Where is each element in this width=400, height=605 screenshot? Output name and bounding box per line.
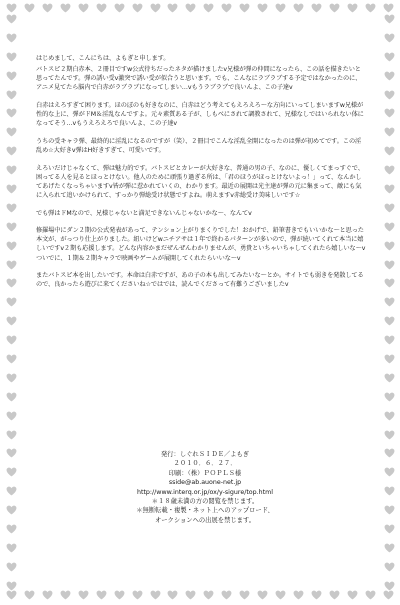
heart-icon: [239, 590, 250, 600]
heart-icon: [275, 3, 286, 13]
heart-icon: [384, 184, 395, 194]
heart-icon: [384, 392, 395, 402]
heart-icon: [384, 486, 395, 496]
heart-icon: [293, 590, 304, 600]
heart-icon: [384, 543, 395, 553]
heart-icon: [384, 524, 395, 534]
heart-icon: [384, 14, 395, 24]
heart-icon: [384, 71, 395, 81]
heart-icon: [329, 590, 340, 600]
heart-icon: [6, 505, 17, 515]
heart-icon: [384, 335, 395, 345]
heart-icon: [293, 3, 304, 13]
heart-icon: [6, 486, 17, 496]
heart-icon: [6, 411, 17, 421]
heart-icon: [6, 203, 17, 213]
heart-icon: [78, 590, 89, 600]
paragraph-uke: うちの受キャラ弾、最終的に淫乱になるのですが（笑）、２冊目でこんな淫乱全開になったのは弾が初めてです。この淫乱め☆大好きv弾はH好きすぎて、可愛いです。: [36, 137, 362, 154]
heart-icon: [6, 90, 17, 100]
heart-icon: [96, 590, 107, 600]
heart-border-top: [0, 3, 400, 17]
heart-icon: [384, 127, 395, 137]
heart-icon: [6, 392, 17, 402]
heart-icon: [6, 14, 17, 24]
heart-icon: [384, 108, 395, 118]
age-notice: ＊１８歳未満の方の閲覧を禁じます。: [151, 498, 259, 506]
heart-icon: [384, 278, 395, 288]
heart-icon: [42, 3, 53, 13]
email-line: sside@ab.auone-net.jp: [168, 479, 242, 487]
heart-icon: [167, 590, 178, 600]
heart-icon: [132, 590, 143, 600]
heart-icon: [6, 335, 17, 345]
heart-icon: [6, 108, 17, 118]
heart-icon: [6, 127, 17, 137]
heart-icon: [6, 146, 17, 156]
heart-icon: [239, 3, 250, 13]
date-line: ２０１０．６．２７．: [173, 460, 237, 468]
heart-icon: [6, 590, 17, 600]
heart-icon: [6, 467, 17, 477]
heart-icon: [96, 3, 107, 13]
heart-icon: [384, 411, 395, 421]
heart-border-left: [4, 14, 18, 591]
heart-icon: [257, 3, 268, 13]
heart-icon: [6, 448, 17, 458]
heart-icon: [384, 222, 395, 232]
heart-icon: [384, 241, 395, 251]
heart-icon: [257, 590, 268, 600]
heart-icon: [185, 590, 196, 600]
heart-icon: [365, 590, 376, 600]
heart-icon: [132, 3, 143, 13]
heart-icon: [311, 3, 322, 13]
heart-icon: [6, 562, 17, 572]
paragraph-season2: 修羅場中にダン２期の公式発表があって、テンション上がりまくりでした！おかげで、鉛筆書きでもいいかな〜と思った本文が、がっつり仕上がりました。紐いけどwニチアサは１年で終わるパターンが多いので、弾が続いてくれて本当に嬉しいですv２期も応援します。どんな内容かまだぜんぜんわかりませんが、勇貴といちゃいちゃしてくれたら嬉しいな〜vついでに、１期＆２期キャラで映画やゲームが展開してくれたらいいな〜v: [36, 227, 366, 262]
heart-icon: [6, 278, 17, 288]
heart-icon: [6, 373, 17, 383]
heart-icon: [384, 430, 395, 440]
heart-icon: [185, 3, 196, 13]
heart-icon: [6, 71, 17, 81]
heart-icon: [6, 297, 17, 307]
paragraph-closing: またバトスピ本を出したいです。本命は白赤ですが、あの子の本も出してみたいな〜とか。サイトでも弱きを発散してるので、良かったら遊びに来てくださいね☆ではでは、読んでくださって有難うございましたv: [36, 272, 364, 289]
heart-icon: [384, 297, 395, 307]
heart-icon: [150, 3, 161, 13]
copy-notice: ＊無断転載・複製・ネット上へのアップロード、: [136, 507, 274, 515]
heart-icon: [384, 316, 395, 326]
printer-line: 印刷：（株）ＰＯＰＬＳ様: [168, 469, 242, 477]
heart-icon: [384, 373, 395, 383]
heart-icon: [60, 3, 71, 13]
paragraph-characters: 白赤はえろすぎて困ります。ほのぼのも好きなのに、白赤はどう考えてもえろえろ〜な方向にいってしまいますw兄様が性的な上に、弾がドM＆淫乱なんですよ。元々素質ある子が、しもべにされて調教されて、兄様なしではいられない体になってそう…vもうえろえろで良いんよ、この子達v: [36, 101, 364, 128]
heart-icon: [203, 3, 214, 13]
heart-icon: [6, 316, 17, 326]
heart-icon: [42, 590, 53, 600]
publisher-line: 発行：しぐれＳＩＤＥ／よもぎ: [160, 451, 250, 458]
heart-icon: [203, 590, 214, 600]
heart-icon: [6, 354, 17, 364]
heart-icon: [365, 3, 376, 13]
heart-icon: [384, 448, 395, 458]
heart-icon: [6, 33, 17, 43]
paragraph-charm: えろいだけじゃなくて、弾は魅力的です。バトスピとカレーが大好きな、普通の男の子、なのに、優しくてまっすぐで、困ってる人を見るとほっとけない。他人のために頑張り過ぎる所は、「君のほうがほっとけないよっ！」って、なんかしてあげたくなっちゃいますv皆が弾に惹かれていくの、わかります。最近の展開は光主達が弾の元に集まって、敵にも気に入られて追いかけられて、すっかり弾総受け状態ですよね。萌えますv赤総受け美味しいです☆: [36, 164, 364, 199]
heart-icon: [6, 581, 17, 591]
afterword-text: [36, 54, 366, 298]
heart-icon: [383, 3, 394, 13]
heart-icon: [60, 590, 71, 600]
heart-icon: [384, 581, 395, 591]
heart-icon: [384, 203, 395, 213]
heart-icon: [6, 543, 17, 553]
heart-icon: [311, 590, 322, 600]
paragraph-aside: でも弾はドMなので、兄様じゃないと満足できないんじゃないかな〜、なんてv: [36, 209, 252, 217]
heart-icon: [150, 590, 161, 600]
heart-icon: [383, 590, 394, 600]
heart-border-right: [382, 14, 396, 591]
heart-icon: [167, 3, 178, 13]
auction-notice: オークションへの出展を禁じます。: [154, 516, 256, 524]
heart-icon: [6, 184, 17, 194]
heart-icon: [114, 590, 125, 600]
heart-icon: [384, 33, 395, 43]
heart-icon: [384, 165, 395, 175]
heart-icon: [384, 467, 395, 477]
heart-icon: [221, 3, 232, 13]
heart-icon: [384, 562, 395, 572]
heart-icon: [78, 3, 89, 13]
heart-icon: [347, 590, 358, 600]
heart-icon: [6, 260, 17, 270]
heart-icon: [114, 3, 125, 13]
heart-icon: [6, 524, 17, 534]
heart-icon: [221, 590, 232, 600]
heart-icon: [384, 146, 395, 156]
heart-icon: [6, 165, 17, 175]
heart-border-bottom: [0, 590, 400, 604]
heart-icon: [6, 222, 17, 232]
heart-icon: [384, 354, 395, 364]
heart-icon: [6, 52, 17, 62]
heart-icon: [24, 590, 35, 600]
heart-icon: [275, 590, 286, 600]
paragraph-intro: バトスピ２期白赤本、２冊目ですw公式待ちだったネタが描けましたv兄様が弾の仲間になったら、この話を描きたいと思ってたんです。弾の誘い受v激突で誘い受が似合うと思います。でも、こんなにラブラブする予定ではなかったのに、アニメ見てたら脳内で白赤がラブラブになってしまい…vもうラブラブで良いんよ、この子達v: [36, 66, 362, 92]
heart-icon: [347, 3, 358, 13]
heart-icon: [384, 52, 395, 62]
heart-icon: [384, 505, 395, 515]
heart-icon: [24, 3, 35, 13]
heart-icon: [384, 90, 395, 100]
colophon: [40, 450, 370, 525]
greeting-paragraph: はじめまして、こんにちは、よもぎと申します。: [36, 55, 170, 62]
heart-icon: [6, 430, 17, 440]
url-line: http://www.interq.or.jp/ox/y-sigure/top.html: [137, 488, 273, 496]
heart-icon: [329, 3, 340, 13]
heart-icon: [384, 260, 395, 270]
heart-icon: [6, 241, 17, 251]
heart-icon: [6, 3, 17, 13]
